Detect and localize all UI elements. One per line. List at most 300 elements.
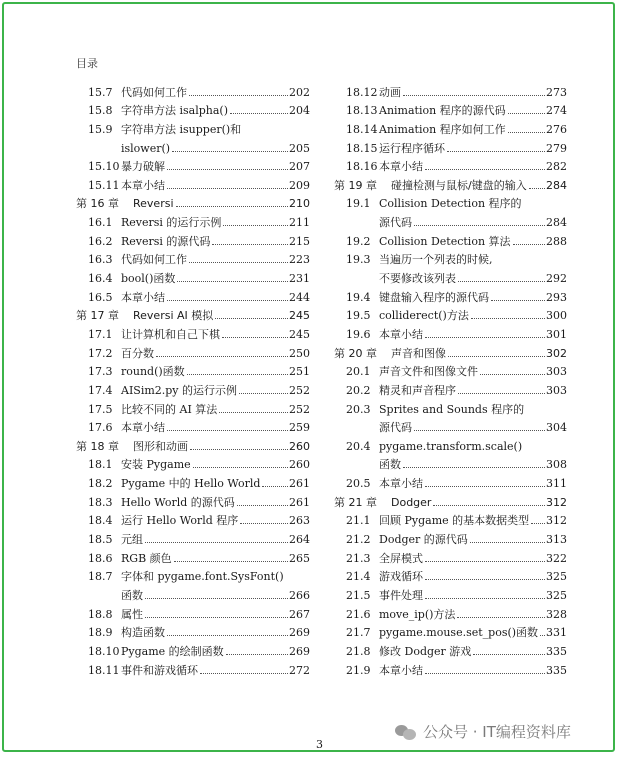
toc-chapter-entry — [334, 341, 567, 360]
toc-entry-title: 声音和图像 — [391, 346, 446, 360]
toc-entry-number: 18.5 — [88, 533, 113, 547]
toc-section-entry — [334, 99, 567, 118]
toc-entry-continuation — [76, 583, 310, 602]
dot-leader — [425, 578, 545, 580]
wechat-icon — [395, 723, 417, 741]
toc-entry-title: colliderect()方法 — [379, 309, 469, 323]
toc-entry-number: 19.6 — [346, 327, 371, 341]
toc-entry-title: 不要修改该列表 — [379, 272, 456, 286]
dot-leader — [190, 448, 288, 450]
toc-section-entry — [334, 602, 567, 621]
dot-leader — [425, 560, 545, 562]
toc-entry-number: 18.14 — [346, 122, 378, 136]
toc-entry-number: 19.3 — [346, 253, 371, 267]
toc-entry-page: 269 — [289, 644, 310, 658]
toc-entry-title: 本章小结 — [379, 663, 423, 677]
toc-section-entry — [334, 471, 567, 490]
toc-entry-page: 303 — [546, 383, 567, 397]
toc-entry-number: 17.5 — [88, 402, 113, 416]
toc-entry-number: 20.3 — [346, 402, 371, 416]
toc-entry-page: 302 — [546, 346, 567, 360]
dot-leader — [529, 187, 545, 189]
toc-section-entry — [334, 80, 567, 99]
toc-entry-number: 21.3 — [346, 551, 371, 565]
toc-entry-page: 308 — [546, 458, 567, 472]
dot-leader — [470, 541, 545, 543]
toc-section-entry — [334, 527, 567, 546]
toc-entry-title: 元组 — [121, 533, 143, 547]
toc-entry-page: 279 — [546, 141, 567, 155]
toc-section-entry — [76, 248, 310, 267]
toc-entry-title: move_ip()方法 — [379, 607, 456, 621]
toc-entry-page: 215 — [289, 234, 310, 248]
toc-entry-title: 精灵和声音程序 — [379, 383, 456, 397]
toc-entry-number: 18.6 — [88, 551, 113, 565]
toc-section-entry — [76, 658, 310, 677]
dot-leader — [458, 392, 545, 394]
toc-entry-title: 动画 — [379, 85, 401, 99]
toc-entry-number: 18.11 — [88, 663, 120, 677]
toc-entry-title: 比较不同的 AI 算法 — [121, 402, 218, 416]
toc-entry-page: 261 — [289, 495, 310, 509]
toc-entry-title: 运行程序循环 — [379, 141, 445, 155]
toc-entry-title: 本章小结 — [121, 421, 165, 435]
dot-leader — [262, 485, 288, 487]
toc-section-entry — [76, 471, 310, 490]
dot-leader — [239, 392, 288, 394]
toc-section-entry — [76, 229, 310, 248]
toc-entry-page: 292 — [546, 272, 567, 286]
toc-entry-title: 本章小结 — [121, 178, 165, 192]
toc-entry-title: 回顾 Pygame 的基本数据类型 — [379, 514, 530, 528]
toc-entry-page: 301 — [546, 327, 567, 341]
dot-leader — [167, 299, 288, 301]
toc-entry-title: 本章小结 — [379, 477, 423, 491]
toc-section-entry — [76, 266, 310, 285]
dot-leader — [508, 112, 545, 114]
toc-entry-page: 267 — [289, 607, 310, 621]
toc-entry-title: 本章小结 — [379, 327, 423, 341]
toc-entry-title: 函数 — [121, 588, 143, 602]
toc-entry-title: 键盘输入程序的源代码 — [379, 290, 489, 304]
toc-entry-number: 18.16 — [346, 160, 378, 174]
toc-entry-page: 209 — [289, 178, 310, 192]
dot-leader — [176, 205, 288, 207]
toc-section-entry — [334, 583, 567, 602]
toc-entry-page: 252 — [289, 402, 310, 416]
page-number: 3 — [316, 738, 323, 751]
toc-entry-number: 21.7 — [346, 626, 371, 640]
toc-entry-title: 安装 Pygame — [121, 458, 191, 472]
toc-entry-number: 21.5 — [346, 588, 371, 602]
dot-leader — [480, 373, 545, 375]
dot-leader — [222, 336, 288, 338]
toc-section-entry — [76, 397, 310, 416]
toc-entry-page: 288 — [546, 234, 567, 248]
toc-entry-number: 18.9 — [88, 626, 113, 640]
dot-leader — [167, 429, 288, 431]
toc-entry-title: Collision Detection 程序的 — [379, 197, 522, 211]
dot-leader — [513, 243, 545, 245]
toc-entry-title: 碰撞检测与鼠标/键盘的输入 — [391, 178, 527, 192]
toc-entry-page: 325 — [546, 588, 567, 602]
toc-entry-page: 251 — [289, 365, 310, 379]
toc-entry-page: 293 — [546, 290, 567, 304]
toc-chapter-entry — [76, 434, 310, 453]
dot-leader — [167, 187, 288, 189]
toc-entry-number: 第 18 章 — [76, 439, 119, 453]
dot-leader — [223, 224, 288, 226]
toc-entry-page: 273 — [546, 85, 567, 99]
toc-entry-title: Reversi 的源代码 — [121, 234, 211, 248]
dot-leader — [240, 522, 288, 524]
toc-entry-number: 21.6 — [346, 607, 371, 621]
toc-section-entry — [334, 322, 567, 341]
toc-entry-number: 18.2 — [88, 477, 113, 491]
dot-leader — [403, 94, 545, 96]
toc-entry-page: 244 — [289, 290, 310, 304]
toc-entry-title: Pygame 的绘制函数 — [121, 644, 224, 658]
toc-section-entry — [334, 658, 567, 677]
toc-entry-number: 21.4 — [346, 570, 371, 584]
toc-section-entry — [76, 80, 310, 99]
toc-section-entry — [76, 322, 310, 341]
toc-entry-page: 328 — [546, 607, 567, 621]
toc-entry-number: 第 21 章 — [334, 495, 377, 509]
dot-leader — [187, 373, 288, 375]
toc-entry-number: 19.5 — [346, 309, 371, 323]
toc-section-entry — [334, 565, 567, 584]
dot-leader — [174, 560, 288, 562]
toc-entry-number: 19.2 — [346, 234, 371, 248]
dot-leader — [237, 504, 288, 506]
toc-entry-number: 17.4 — [88, 383, 113, 397]
toc-entry-page: 223 — [289, 253, 310, 267]
toc-entry-title: 暴力破解 — [121, 160, 165, 174]
toc-entry-page: 266 — [289, 588, 310, 602]
toc-entry-continuation — [334, 210, 567, 229]
toc-section-entry — [334, 155, 567, 174]
dot-leader — [491, 299, 545, 301]
toc-section-entry — [76, 378, 310, 397]
toc-entry-page: 265 — [289, 551, 310, 565]
toc-entry-page: 245 — [289, 309, 310, 323]
dot-leader — [212, 243, 288, 245]
toc-entry-page: 245 — [289, 327, 310, 341]
toc-section-entry — [334, 192, 567, 211]
dot-leader — [425, 336, 545, 338]
toc-entry-title: 字符串方法 isupper()和 — [121, 122, 242, 136]
toc-section-entry — [334, 639, 567, 658]
toc-entry-page: 313 — [546, 533, 567, 547]
toc-entry-title: 百分数 — [121, 346, 154, 360]
toc-entry-page: 311 — [546, 477, 567, 491]
toc-entry-title: 本章小结 — [379, 160, 423, 174]
toc-entry-title: pygame.mouse.set_pos()函数 — [379, 626, 539, 640]
dot-leader — [145, 541, 288, 543]
toc-entry-continuation — [334, 416, 567, 435]
toc-entry-number: 21.2 — [346, 533, 371, 547]
toc-entry-number: 18.7 — [88, 570, 113, 584]
toc-section-entry — [76, 602, 310, 621]
dot-leader — [458, 280, 545, 282]
toc-section-entry — [334, 248, 567, 267]
toc-entry-number: 15.10 — [88, 160, 120, 174]
toc-entry-number: 18.10 — [88, 644, 120, 658]
watermark-text: 公众号 · IT编程资料库 — [423, 723, 571, 741]
toc-section-entry — [76, 360, 310, 379]
toc-entry-number: 21.8 — [346, 644, 371, 658]
toc-entry-title: 全屏模式 — [379, 551, 423, 565]
toc-entry-number: 17.2 — [88, 346, 113, 360]
watermark — [395, 721, 571, 742]
toc-entry-page: 325 — [546, 570, 567, 584]
toc-entry-title: Dodger — [391, 495, 432, 509]
toc-entry-number: 18.12 — [346, 85, 378, 99]
dot-leader — [540, 634, 545, 636]
toc-entry-title: Dodger 的源代码 — [379, 533, 468, 547]
toc-entry-page: 250 — [289, 346, 310, 360]
toc-entry-page: 284 — [546, 178, 567, 192]
toc-entry-title: 让计算机和自己下棋 — [121, 327, 220, 341]
toc-entry-number: 第 20 章 — [334, 346, 377, 360]
dot-leader — [447, 150, 545, 152]
toc-entry-page: 304 — [546, 421, 567, 435]
toc-section-entry — [76, 155, 310, 174]
toc-entry-number: 第 16 章 — [76, 197, 119, 211]
toc-section-entry — [334, 117, 567, 136]
running-header: 目录 — [76, 57, 98, 70]
toc-entry-number: 20.4 — [346, 439, 371, 453]
toc-entry-number: 19.4 — [346, 290, 371, 304]
toc-entry-number: 18.8 — [88, 607, 113, 621]
toc-entry-number: 第 17 章 — [76, 309, 119, 323]
dot-leader — [433, 504, 545, 506]
dot-leader — [471, 317, 545, 319]
toc-section-entry — [76, 546, 310, 565]
toc-entry-number: 18.4 — [88, 514, 113, 528]
toc-entry-number: 16.5 — [88, 290, 113, 304]
toc-entry-title: 游戏循环 — [379, 570, 423, 584]
toc-entry-number: 15.7 — [88, 85, 113, 99]
dot-leader — [457, 616, 545, 618]
toc-entry-title: 代码如何工作 — [121, 253, 187, 267]
dot-leader — [145, 616, 288, 618]
dot-leader — [531, 522, 545, 524]
toc-entry-title: Reversi — [133, 197, 174, 211]
dot-leader — [189, 94, 288, 96]
toc-section-entry — [76, 341, 310, 360]
toc-section-entry — [334, 509, 567, 528]
dot-leader — [145, 597, 288, 599]
toc-entry-page: 312 — [546, 495, 567, 509]
toc-section-entry — [76, 210, 310, 229]
toc-entry-title: Collision Detection 算法 — [379, 234, 511, 248]
toc-entry-page: 335 — [546, 644, 567, 658]
toc-chapter-entry — [334, 173, 567, 192]
toc-section-entry — [76, 453, 310, 472]
toc-entry-number: 21.1 — [346, 514, 371, 528]
toc-entry-page: 207 — [289, 160, 310, 174]
toc-entry-number: 18.13 — [346, 104, 378, 118]
toc-section-entry — [76, 117, 310, 136]
toc-section-entry — [76, 416, 310, 435]
toc-entry-page: 269 — [289, 626, 310, 640]
toc-entry-continuation — [334, 453, 567, 472]
toc-entry-number: 15.11 — [88, 178, 120, 192]
toc-entry-page: 303 — [546, 365, 567, 379]
toc-entry-title: 运行 Hello World 程序 — [121, 514, 239, 528]
toc-entry-number: 16.2 — [88, 234, 113, 248]
toc-section-entry — [76, 173, 310, 192]
toc-entry-continuation — [76, 136, 310, 155]
toc-entry-title: Reversi 的运行示例 — [121, 216, 222, 230]
toc-entry-page: 231 — [289, 272, 310, 286]
toc-entry-title: Hello World 的源代码 — [121, 495, 235, 509]
toc-entry-page: 264 — [289, 533, 310, 547]
toc-entry-number: 15.9 — [88, 122, 113, 136]
toc-entry-number: 19.1 — [346, 197, 371, 211]
toc-entry-page: 260 — [289, 458, 310, 472]
toc-section-entry — [334, 136, 567, 155]
dot-leader — [230, 112, 288, 114]
toc-entry-page: 261 — [289, 477, 310, 491]
toc-entry-number: 20.1 — [346, 365, 371, 379]
toc-entry-number: 第 19 章 — [334, 178, 377, 192]
toc-section-entry — [334, 229, 567, 248]
toc-entry-page: 210 — [289, 197, 310, 211]
toc-entry-number: 17.3 — [88, 365, 113, 379]
toc-entry-title: islower() — [121, 141, 171, 155]
toc-section-entry — [334, 360, 567, 379]
toc-entry-title: Sprites and Sounds 程序的 — [379, 402, 525, 416]
toc-entry-page: 263 — [289, 514, 310, 528]
toc-entry-page: 202 — [289, 85, 310, 99]
toc-chapter-entry — [334, 490, 567, 509]
toc-entry-title: 当遍历一个列表的时候, — [379, 253, 493, 267]
toc-entry-title: Pygame 中的 Hello World — [121, 477, 261, 491]
toc-entry-number: 18.1 — [88, 458, 113, 472]
toc-section-entry — [334, 546, 567, 565]
toc-entry-number: 20.2 — [346, 383, 371, 397]
toc-entry-title: 图形和动画 — [133, 439, 188, 453]
dot-leader — [167, 168, 288, 170]
toc-entry-number: 18.15 — [346, 141, 378, 155]
toc-entry-page: 259 — [289, 421, 310, 435]
dot-leader — [473, 653, 545, 655]
dot-leader — [177, 280, 288, 282]
dot-leader — [425, 672, 545, 674]
toc-section-entry — [76, 99, 310, 118]
toc-entry-title: 字体和 pygame.font.SysFont() — [121, 570, 284, 584]
dot-leader — [448, 355, 545, 357]
toc-entry-number: 16.1 — [88, 216, 113, 230]
toc-entry-title: 代码如何工作 — [121, 85, 187, 99]
toc-section-entry — [76, 509, 310, 528]
dot-leader — [200, 672, 288, 674]
toc-entry-continuation — [334, 266, 567, 285]
toc-entry-title: 事件处理 — [379, 588, 423, 602]
dot-leader — [226, 653, 288, 655]
toc-entry-page: 312 — [546, 514, 567, 528]
toc-entry-title: 函数 — [379, 458, 401, 472]
dot-leader — [215, 317, 288, 319]
dot-leader — [425, 597, 545, 599]
toc-entry-page: 204 — [289, 104, 310, 118]
toc-entry-number: 17.1 — [88, 327, 113, 341]
toc-entry-page: 300 — [546, 309, 567, 323]
toc-entry-title: 字符串方法 isalpha() — [121, 104, 229, 118]
dot-leader — [425, 485, 545, 487]
toc-entry-page: 260 — [289, 439, 310, 453]
toc-chapter-entry — [76, 192, 310, 211]
toc-entry-number: 18.3 — [88, 495, 113, 509]
dot-leader — [219, 411, 288, 413]
toc-section-entry — [76, 621, 310, 640]
dot-leader — [172, 150, 288, 152]
toc-entry-number: 17.6 — [88, 421, 113, 435]
toc-entry-title: Animation 程序如何工作 — [379, 122, 506, 136]
toc-entry-page: 284 — [546, 216, 567, 230]
toc-right-column — [334, 80, 567, 677]
dot-leader — [193, 466, 288, 468]
toc-entry-title: 声音文件和图像文件 — [379, 365, 478, 379]
toc-entry-number: 16.3 — [88, 253, 113, 267]
toc-entry-page: 211 — [289, 216, 310, 230]
dot-leader — [189, 261, 288, 263]
toc-entry-title: 事件和游戏循环 — [121, 663, 198, 677]
toc-section-entry — [334, 304, 567, 323]
toc-entry-title: AISim2.py 的运行示例 — [121, 383, 238, 397]
toc-chapter-entry — [76, 304, 310, 323]
dot-leader — [414, 224, 545, 226]
toc-section-entry — [76, 490, 310, 509]
toc-section-entry — [76, 639, 310, 658]
dot-leader — [425, 168, 545, 170]
toc-entry-title: 属性 — [121, 607, 143, 621]
toc-entry-number: 20.5 — [346, 477, 371, 491]
toc-entry-page: 272 — [289, 663, 310, 677]
toc-entry-title: round()函数 — [121, 365, 185, 379]
toc-entry-title: bool()函数 — [121, 272, 176, 286]
toc-section-entry — [334, 434, 567, 453]
toc-entry-page: 205 — [289, 141, 310, 155]
toc-section-entry — [76, 565, 310, 584]
toc-section-entry — [334, 621, 567, 640]
toc-entry-title: 构造函数 — [121, 626, 165, 640]
toc-section-entry — [76, 285, 310, 304]
toc-entry-number: 21.9 — [346, 663, 371, 677]
dot-leader — [414, 429, 545, 431]
toc-entry-page: 335 — [546, 663, 567, 677]
toc-entry-title: RGB 颜色 — [121, 551, 172, 565]
toc-entry-number: 16.4 — [88, 272, 113, 286]
toc-entry-title: Animation 程序的源代码 — [379, 104, 506, 118]
toc-section-entry — [334, 378, 567, 397]
toc-section-entry — [334, 397, 567, 416]
dot-leader — [403, 466, 545, 468]
dot-leader — [167, 634, 288, 636]
toc-entry-title: 源代码 — [379, 216, 412, 230]
toc-entry-page: 322 — [546, 551, 567, 565]
toc-entry-title: 修改 Dodger 游戏 — [379, 644, 472, 658]
toc-left-column — [76, 80, 310, 677]
toc-section-entry — [334, 285, 567, 304]
toc-entry-title: Reversi AI 模拟 — [133, 309, 214, 323]
toc-entry-page: 331 — [546, 626, 567, 640]
toc-entry-number: 15.8 — [88, 104, 113, 118]
toc-entry-title: 源代码 — [379, 421, 412, 435]
